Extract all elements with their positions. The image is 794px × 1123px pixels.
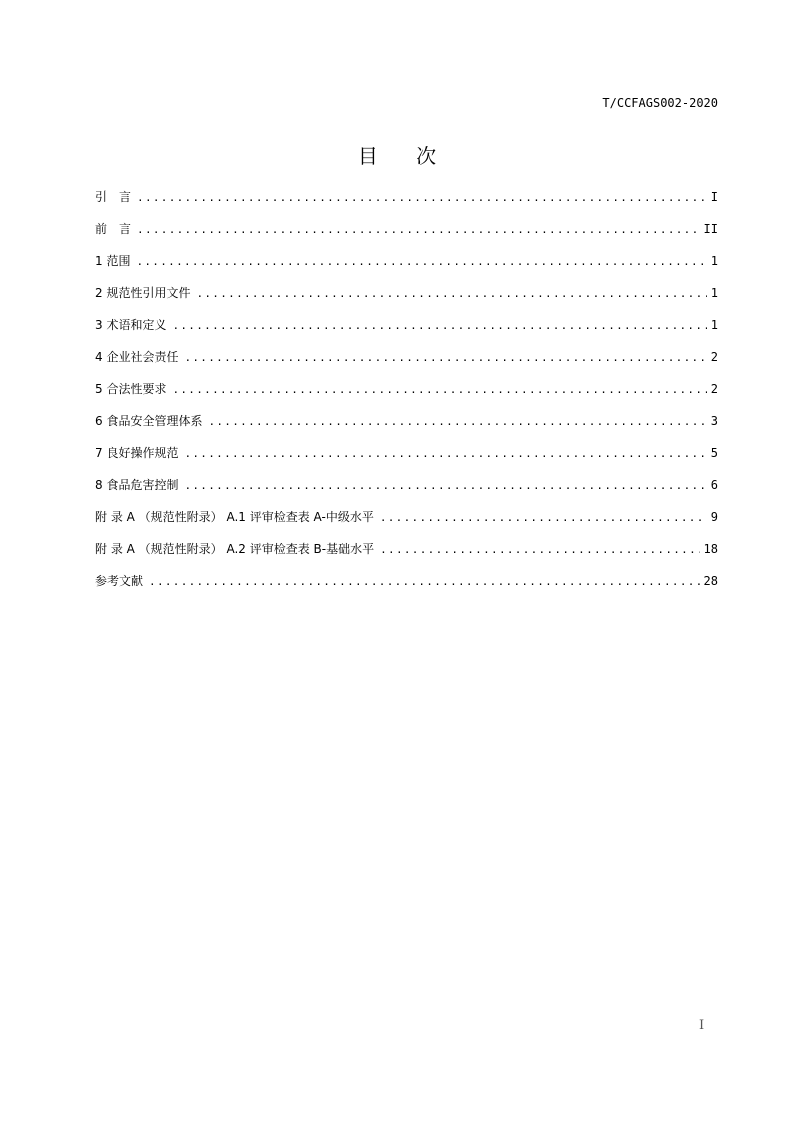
page-title: 目 次 xyxy=(357,144,453,168)
toc-entry-label: 1 范围 xyxy=(95,254,131,268)
toc-leader-dots xyxy=(184,349,706,367)
toc-entry-normative-references[interactable] xyxy=(95,284,718,316)
toc-entry-label: 前 言 xyxy=(95,222,132,236)
toc-entry-label: 3 术语和定义 xyxy=(95,318,167,332)
toc-entry-label: 4 企业社会责任 xyxy=(95,350,179,364)
toc-leader-dots xyxy=(184,477,706,495)
toc-entry-page: 28 xyxy=(703,574,718,588)
toc-entry-legal-requirements[interactable] xyxy=(95,380,718,412)
toc-entry-page: 1 xyxy=(710,286,718,300)
toc-entry-page: 6 xyxy=(710,478,718,492)
toc-leader-dots xyxy=(137,221,700,239)
toc-entry-label: 参考文献 xyxy=(95,574,144,588)
toc-leader-dots xyxy=(380,509,707,527)
toc-entry-label: 7 良好操作规范 xyxy=(95,446,179,460)
toc-entry-label: 引 言 xyxy=(95,190,132,204)
toc-entry-references[interactable] xyxy=(95,572,718,604)
toc-entry-foreword[interactable] xyxy=(95,220,718,252)
toc-entry-appendix-a2[interactable] xyxy=(95,540,718,572)
toc-entry-label: 8 食品危害控制 xyxy=(95,478,179,492)
toc-entry-label: 附 录 A （规范性附录） A.2 评审检查表 B-基础水平 xyxy=(95,542,375,556)
toc-entry-appendix-a1[interactable] xyxy=(95,508,718,540)
toc-entry-page: 1 xyxy=(710,318,718,332)
toc-entry-hazard-control[interactable] xyxy=(95,476,718,508)
toc-entry-page: II xyxy=(703,222,718,236)
toc-entry-label: 5 合法性要求 xyxy=(95,382,167,396)
toc-leader-dots xyxy=(196,285,706,303)
toc-leader-dots xyxy=(208,413,706,431)
toc-entry-page: 18 xyxy=(703,542,718,556)
toc-leader-dots xyxy=(172,381,706,399)
toc-entry-intro[interactable] xyxy=(95,188,718,220)
standard-code: T/CCFAGS002-2020 xyxy=(602,96,718,110)
toc-entry-scope[interactable] xyxy=(95,252,718,284)
toc-leader-dots xyxy=(380,541,699,559)
toc-entry-label: 2 规范性引用文件 xyxy=(95,286,191,300)
toc-entry-page: 3 xyxy=(710,414,718,428)
toc-entry-page: 5 xyxy=(710,446,718,460)
toc-entry-terms-definitions[interactable] xyxy=(95,316,718,348)
toc-entry-social-responsibility[interactable] xyxy=(95,348,718,380)
toc-leader-dots xyxy=(149,573,700,591)
toc-entry-label: 附 录 A （规范性附录） A.1 评审检查表 A-中级水平 xyxy=(95,510,374,524)
page-number: I xyxy=(699,1018,705,1033)
toc-leader-dots xyxy=(136,253,706,271)
toc-leader-dots xyxy=(184,445,706,463)
toc-entry-good-practice[interactable] xyxy=(95,444,718,476)
toc-entry-page: 2 xyxy=(710,350,718,364)
toc-entry-page: 2 xyxy=(710,382,718,396)
toc-entry-page: 1 xyxy=(710,254,718,268)
toc-entry-page: 9 xyxy=(710,510,718,524)
toc-entry-food-safety-system[interactable] xyxy=(95,412,718,444)
table-of-contents xyxy=(95,188,718,604)
toc-leader-dots xyxy=(172,317,706,335)
toc-entry-page: I xyxy=(710,190,718,204)
toc-leader-dots xyxy=(137,189,707,207)
toc-entry-label: 6 食品安全管理体系 xyxy=(95,414,203,428)
